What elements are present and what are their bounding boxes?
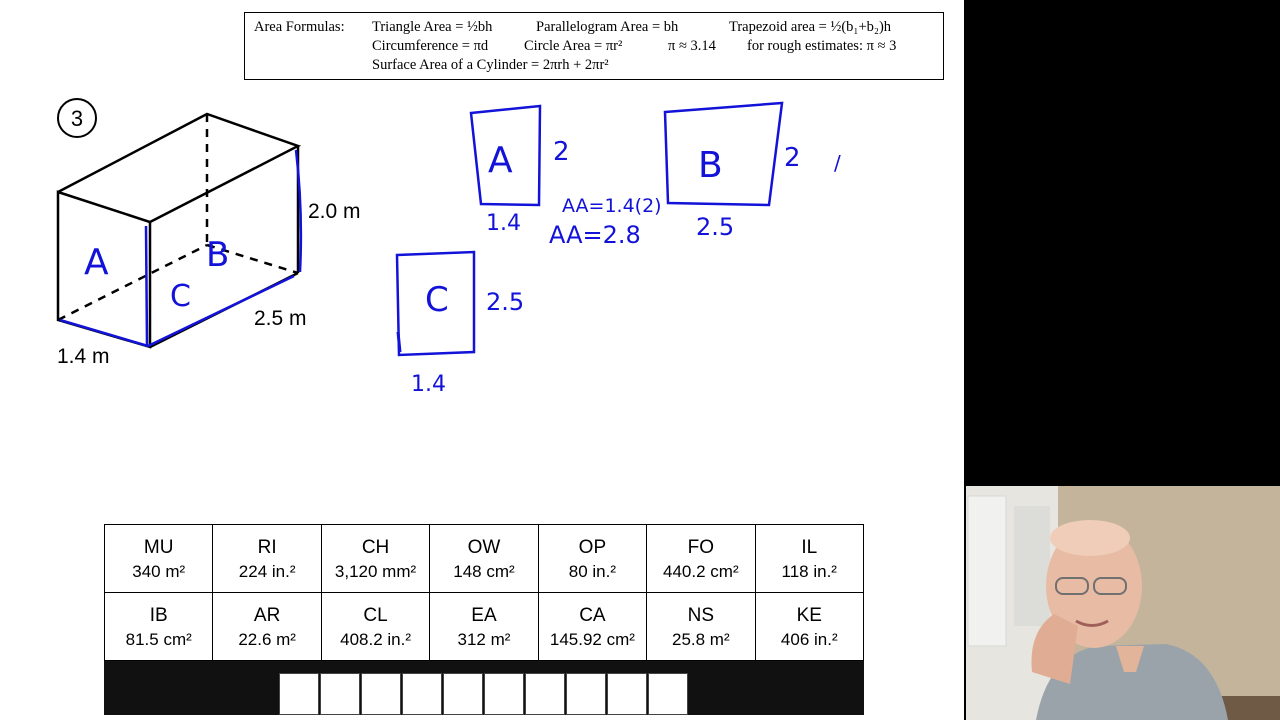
formulas-label: Area Formulas: [254, 19, 345, 35]
rect-c-tick [398, 332, 400, 352]
answer-slot[interactable] [484, 673, 524, 715]
answer-slot[interactable] [320, 673, 360, 715]
answer-cell: IL 118 in.² [755, 525, 863, 593]
circumference-formula: Circumference = πd [372, 38, 489, 54]
answer-cell: CH 3,120 mm² [321, 525, 429, 593]
webcam-feed [966, 486, 1280, 720]
answer-cell: CL 408.2 in.² [321, 593, 429, 661]
answer-slot[interactable] [443, 673, 483, 715]
answer-slot[interactable] [525, 673, 565, 715]
answer-slot[interactable] [361, 673, 401, 715]
answer-slot[interactable] [607, 673, 647, 715]
height-label: 2.0 m [308, 200, 361, 223]
answer-cell: EA 312 m² [430, 593, 538, 661]
prism-top-edges [58, 114, 298, 222]
webcam-presenter [966, 486, 1280, 720]
answer-row [105, 525, 864, 593]
rect-a-side: 2 [553, 137, 570, 167]
answer-slot[interactable] [279, 673, 319, 715]
answer-cell: AR 22.6 m² [213, 593, 321, 661]
answer-cell: OP 80 in.² [538, 525, 646, 593]
rect-c-bottom: 1.4 [411, 372, 446, 397]
answer-slot[interactable] [402, 673, 442, 715]
rough-estimate-note: for rough estimates: π ≈ 3 [747, 38, 897, 54]
width-label: 1.4 m [57, 345, 110, 368]
answer-cell: CA 145.92 cm² [538, 593, 646, 661]
rect-a-label: A [488, 140, 513, 181]
answer-strip [104, 661, 864, 715]
answer-cell: NS 25.8 m² [647, 593, 755, 661]
area-a-step-1: AA=1.4(2) [562, 195, 662, 217]
rect-b-label: B [698, 145, 723, 186]
area-a-step-2: AA=2.8 [549, 221, 641, 249]
parallelogram-formula: Parallelogram Area = bh [536, 19, 679, 35]
trapezoid-formula: Trapezoid area = ½(b₁+b₂)h [729, 19, 892, 35]
face-b-label: B [206, 235, 230, 275]
cylinder-formula: Surface Area of a Cylinder = 2πrh + 2πr² [372, 57, 609, 73]
answer-slot[interactable] [566, 673, 606, 715]
rect-b-sketch [665, 103, 782, 205]
rect-c-side: 2.5 [486, 288, 525, 316]
answer-cell: MU 340 m² [105, 525, 213, 593]
answer-cell: FO 440.2 cm² [647, 525, 755, 593]
circle-formula: Circle Area = πr² [524, 38, 623, 54]
triangle-formula: Triangle Area = ½bh [372, 19, 493, 35]
rect-b-bottom: 2.5 [696, 213, 735, 241]
answer-cell: RI 224 in.² [213, 525, 321, 593]
pi-approximation: π ≈ 3.14 [668, 38, 716, 54]
answer-cell: IB 81.5 cm² [105, 593, 213, 661]
rect-c-label: C [425, 280, 449, 320]
answer-cell: OW 148 cm² [430, 525, 538, 593]
problem-number: 3 [70, 106, 84, 131]
rect-b-side: 2 [784, 143, 801, 173]
rect-a-bottom: 1.4 [486, 211, 521, 236]
answer-cell: KE 406 in.² [755, 593, 863, 661]
length-label: 2.5 m [254, 307, 307, 330]
face-a-label: A [84, 242, 109, 283]
answer-slot[interactable] [648, 673, 688, 715]
answer-row [105, 593, 864, 661]
face-c-label: C [170, 279, 191, 314]
rect-b-mark: / [834, 151, 841, 175]
answer-choices-table [104, 524, 864, 661]
